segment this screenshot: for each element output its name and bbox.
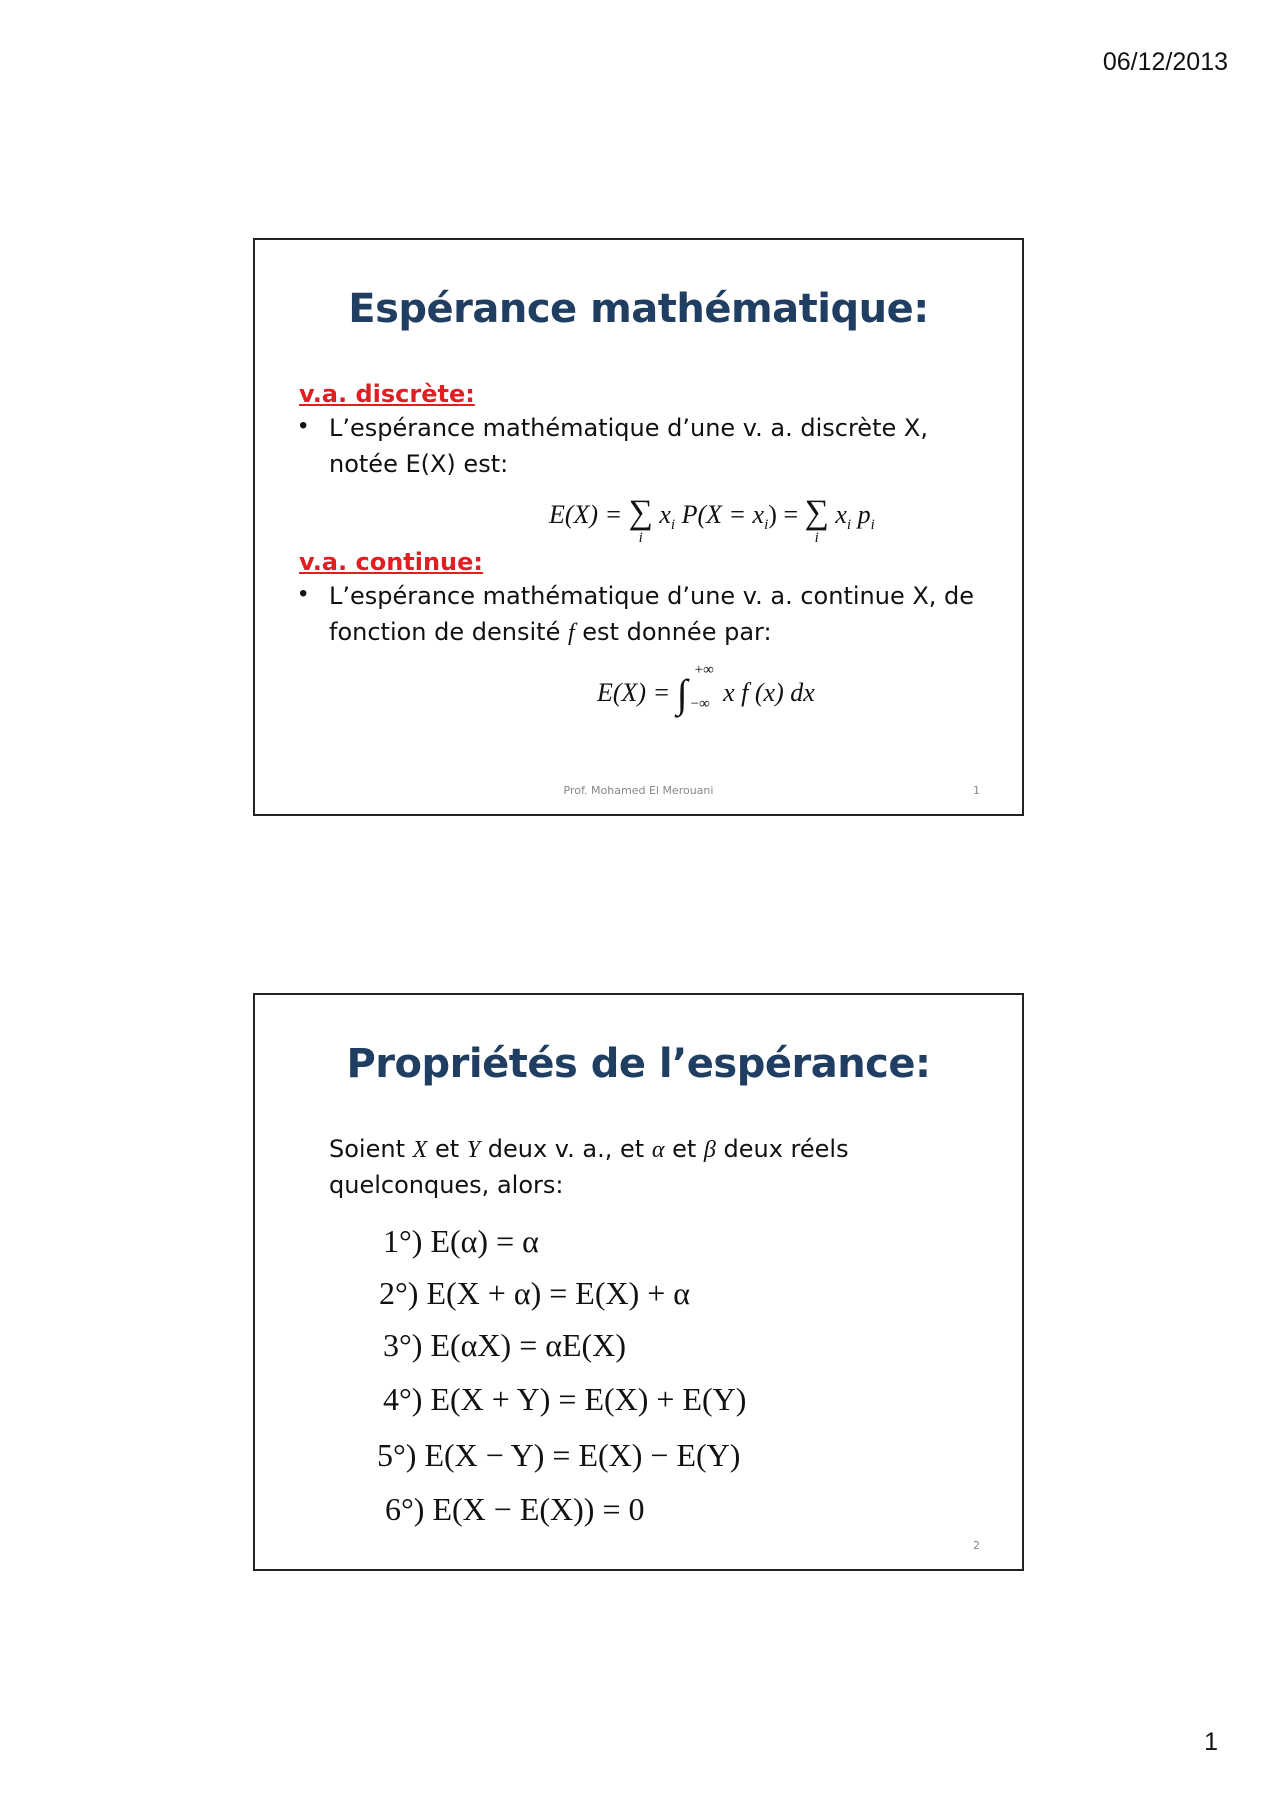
page-number: 1 (1204, 1728, 1218, 1756)
intro-line2: quelconques, alors: (329, 1171, 564, 1199)
formula-sub: i (870, 517, 875, 533)
formula-p: P(X = x (681, 500, 765, 529)
formula-x: x (659, 500, 671, 529)
intro-line1: Soient X et Y deux v. a., et α et β deux réels (329, 1135, 849, 1163)
formula-lhs: E(X) = (549, 500, 623, 529)
slide-number: 1 (973, 784, 980, 797)
sum-icon: ∑ i (628, 494, 653, 546)
formula-lhs: E(X) = (597, 678, 671, 707)
formula-close: ) = (768, 500, 799, 529)
formula-sub: i (670, 517, 676, 533)
property-2: 2°) E(X + α) = E(X) + α (379, 1275, 691, 1311)
formula-xi: x (835, 500, 847, 529)
property-6: 6°) E(X − E(X)) = 0 (385, 1491, 645, 1527)
slide-1 (253, 238, 1024, 816)
property-4: 4°) E(X + Y) = E(X) + E(Y) (383, 1381, 747, 1417)
slide-title: Propriétés de l’espérance: (346, 1041, 931, 1087)
discrete-bullet-line1: L’espérance mathématique d’une v. a. discrète X, (329, 414, 928, 442)
slide-number: 2 (973, 1539, 980, 1552)
bullet-icon: • (299, 580, 308, 607)
slide-2 (253, 993, 1024, 1571)
property-1: 1°) E(α) = α (383, 1223, 539, 1259)
discrete-bullet-line2: notée E(X) est: (329, 450, 509, 478)
formula-sub: i (764, 517, 769, 533)
continuous-heading: v.a. continue: (299, 548, 484, 576)
formula-pi: p (857, 500, 871, 529)
continuous-formula (597, 662, 815, 717)
continuous-bullet-line1: L’espérance mathématique d’une v. a. continue X, de (329, 582, 975, 610)
discrete-heading: v.a. discrète: (299, 380, 475, 408)
slide-title: Espérance mathématique: (348, 286, 929, 332)
footer-author: Prof. Mohamed El Merouani (563, 784, 714, 797)
property-5: 5°) E(X − Y) = E(X) − E(Y) (377, 1437, 741, 1473)
page-date: 06/12/2013 (1102, 48, 1228, 76)
property-3: 3°) E(αX) = αE(X) (383, 1327, 626, 1363)
integrand: x f (x) dx (723, 678, 815, 707)
formula-sub: i (846, 517, 852, 533)
sum-icon: ∑ i (804, 494, 829, 546)
integral-icon: ∫ +∞ −∞ (676, 662, 714, 716)
continuous-bullet-line2: fonction de densité f est donnée par: (329, 618, 772, 646)
discrete-formula (549, 494, 875, 546)
bullet-icon: • (299, 412, 308, 439)
